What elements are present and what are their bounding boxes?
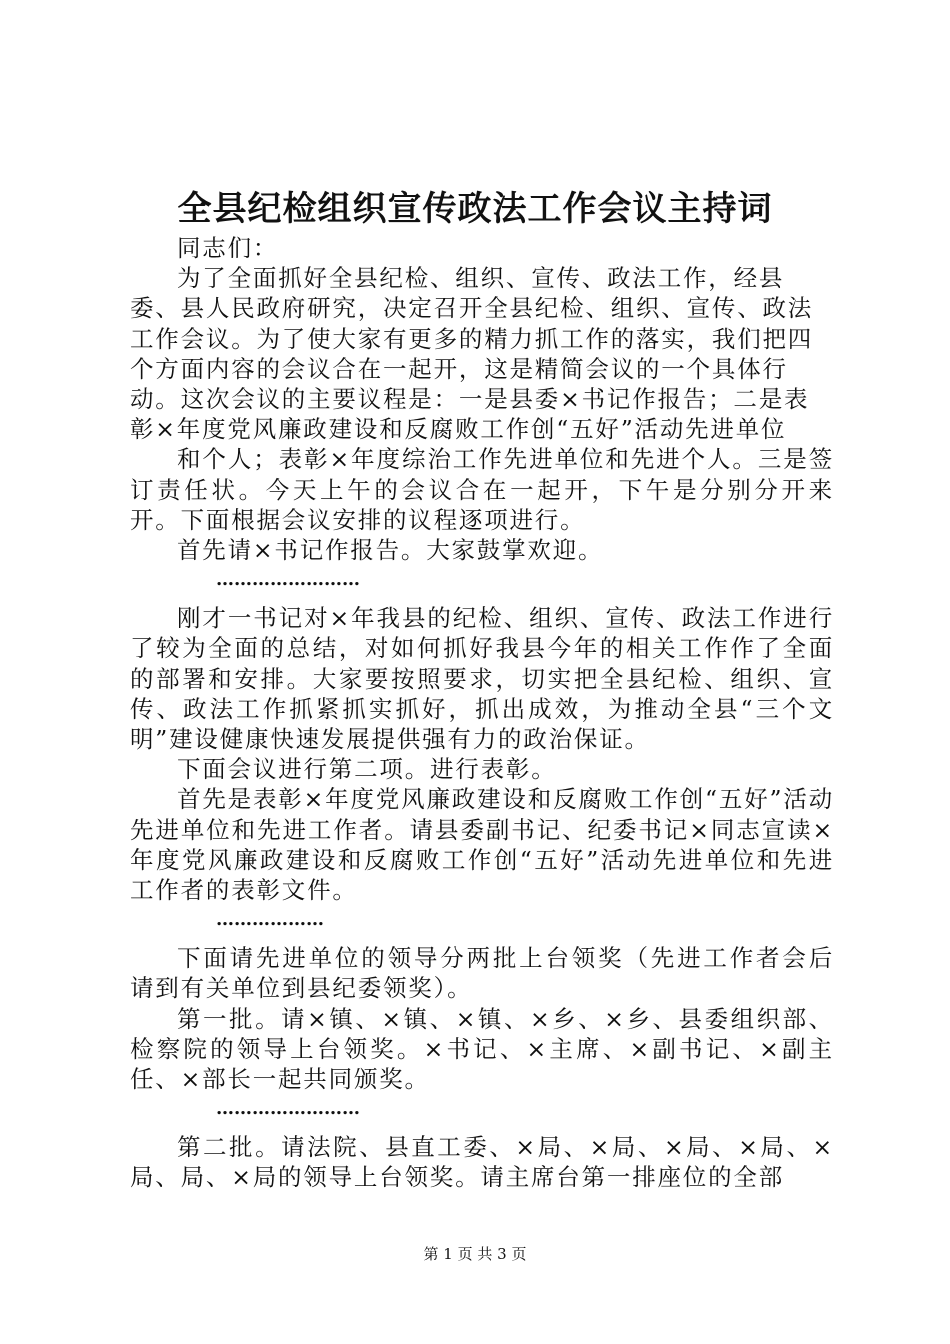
paragraph-intro: 为了全面抓好全县纪检、组织、宣传、政法工作，经县委、县人民政府研究，决定召开全县纪检、组织、宣传、政法工作会议。为了使大家有更多的精力抓工作的落实，我们把四个方面内容的会议合在一起开，这是精简会议的一个具体行动。这次会议的主要议程是：一是县委×书记作报告；二是表彰×年度党风廉政建设和反腐败工作创“五好”活动先进单位	[130, 264, 814, 444]
ellipsis-separator: ………………	[216, 909, 324, 931]
document-body	[130, 233, 834, 1193]
document-title: 全县纪检组织宣传政法工作会议主持词	[177, 189, 773, 229]
paragraph-summary: 刚才一书记对×年我县的纪检、组织、宣传、政法工作进行了较为全面的总结，对如何抓好我县今年的相关工作作了全面的部署和安排。大家要按照要求，切实把全县纪检、组织、宣传、政法工作抓紧抓实抓好，抓出成效，为推动全县“三个文明”建设健康快速发展提供强有力的政治保证。	[130, 604, 834, 754]
salutation: 同志们：	[177, 234, 279, 262]
paragraph-commendation: 首先是表彰×年度党风廉政建设和反腐败工作创“五好”活动先进单位和先进工作者。请县委副书记、纪委书记×同志宣读×年度党风廉政建设和反腐败工作创“五好”活动先进单位和先进工作者的表彰文件。	[130, 785, 834, 905]
ellipsis-separator: ……………………	[216, 569, 360, 591]
page-number: 第 1 页 共 3 页	[423, 1245, 527, 1263]
paragraph-item-two: 下面会议进行第二项。进行表彰。	[177, 755, 557, 784]
paragraph-second-batch: 第二批。请法院、县直工委、×局、×局、×局、×局、×局、局、×局的领导上台领奖。请主席台第一排座位的全部	[130, 1133, 834, 1192]
ellipsis-separator: ……………………	[216, 1098, 360, 1120]
paragraph-report-invite: 首先请×书记作报告。大家鼓掌欢迎。	[177, 536, 604, 565]
paragraph-first-batch: 第一批。请×镇、×镇、×镇、×乡、×乡、县委组织部、检察院的领导上台领奖。×书记、×主席、×副书记、×副主任、×部长一起共同颁奖。	[130, 1004, 834, 1094]
paragraph-award-batches: 下面请先进单位的领导分两批上台领奖（先进工作者会后请到有关单位到县纪委领奖）。	[130, 944, 834, 1003]
paragraph-agenda-continued: 和个人；表彰×年度综治工作先进单位和先进个人。三是签订责任状。今天上午的会议合在一起开，下午是分别分开来开。下面根据会议安排的议程逐项进行。	[130, 445, 834, 534]
